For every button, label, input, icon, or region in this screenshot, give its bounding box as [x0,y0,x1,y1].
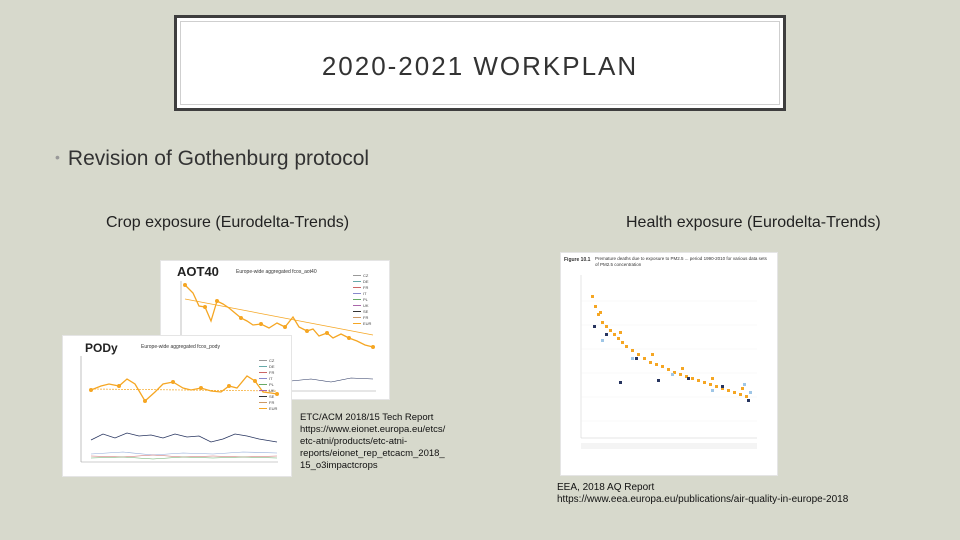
crop-exposure-caption: Crop exposure (Eurodelta-Trends) [106,214,350,231]
eea-source-reference: EEA, 2018 AQ Report https://www.eea.europa.eu/publications/air-quality-in-europe-2018 [557,482,849,505]
title-box [174,15,786,111]
etc-report-reference: ETC/ACM 2018/15 Tech Report https://www.eionet.europa.eu/etcs/ etc-atni/products/etc-atni- reports/eionet_rep_etcacm_2018_ 15_o3impactcrops [300,412,446,471]
figure-title: Premature deaths due to exposure to PM2.5 ... period 1990-2010 for various data sets of PM2.5 concentration [595,256,767,267]
aot40-chart-title: Europe-wide aggregated fcos_aot40 [236,269,317,275]
bullet-text: Revision of Gothenburg protocol [67,147,370,170]
health-exposure-caption: Health exposure (Eurodelta-Trends) [626,214,881,231]
bullet-dot-icon: • [55,149,60,165]
aot40-badge: AOT40 [177,264,219,279]
pody-badge: PODy [85,341,118,355]
health-exposure-figure [560,252,778,476]
aot40-legend: CZ DE FR IT PL UK SE FR EUR [353,273,371,327]
health-scatter-plot [561,253,777,475]
figure-label: Figure 10.1 [564,257,591,263]
pody-chart-image [62,335,292,477]
pody-plot [63,336,291,476]
pody-legend: CZ DE FR IT PL UK SE FR EUR [259,358,277,412]
pody-chart-title: Europe-wide aggregated fcos_pody [141,344,220,350]
slide-title: 2020-2021 WORKPLAN [321,51,639,81]
bullet-item [55,147,369,171]
